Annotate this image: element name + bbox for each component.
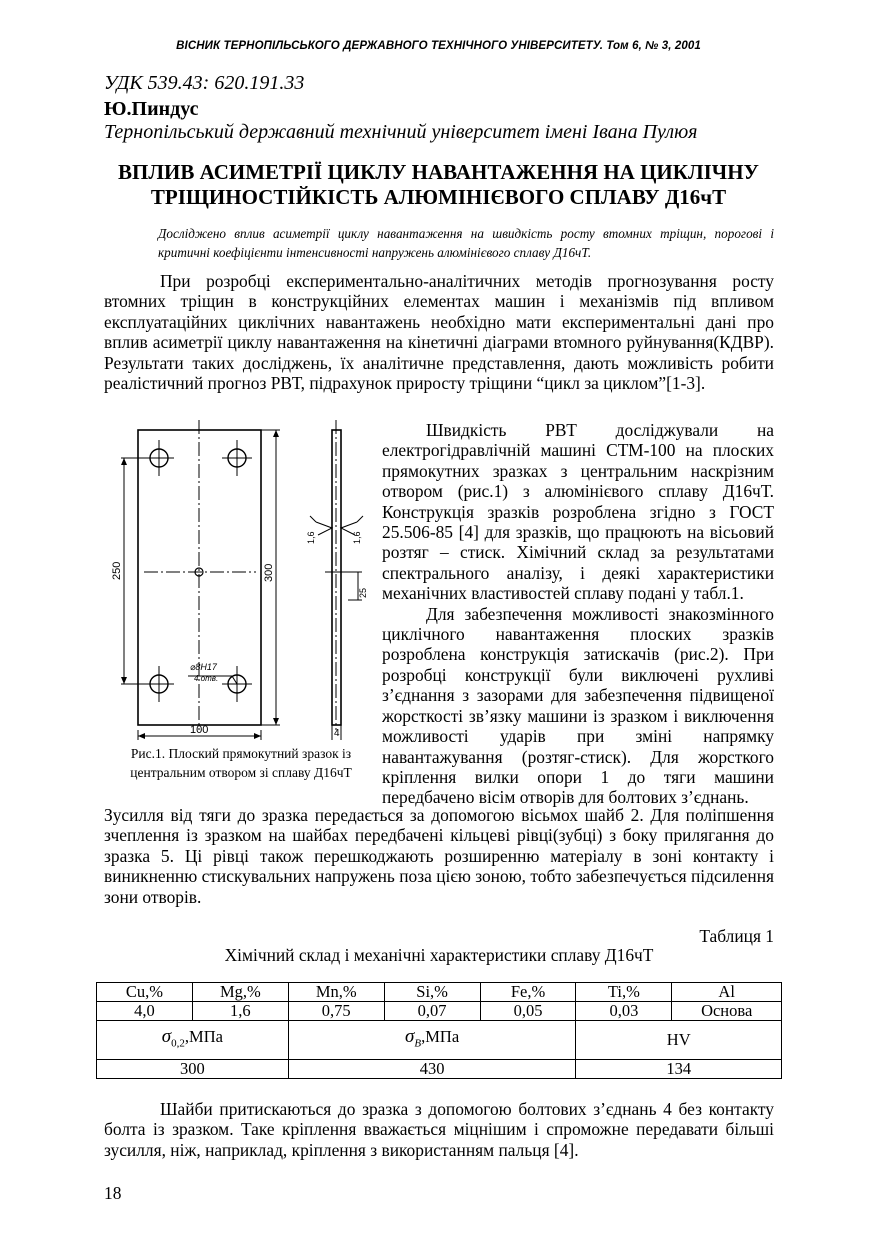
table-label: Таблиця 1 bbox=[699, 926, 774, 946]
cell-mn-header: Mn,% bbox=[288, 983, 384, 1002]
table-1 bbox=[96, 982, 782, 1079]
cell-ti-header: Ti,% bbox=[576, 983, 672, 1002]
cell-yield-header: $\sigma_{0,2},МПа$ bbox=[97, 1021, 289, 1060]
paragraph-grips: Для забезпечення можливості знакозмінного циклічного навантаження плоских зразків розроблена конструкція затискачів (рис.2). При розробці конструкції були виключені рухливі з’єднання з зазорами для забезпечення підвищеної жорсткості зв’язку машини із зразком і виключення можливості ударів при зміні напрямку навантажування (розтяг-стиск). Для жорсткого кріплення вилки опори 1 до тяги машини передбачено вісім отворів для болтових з’єднань. bbox=[382, 603, 774, 808]
figure-1-drawing bbox=[104, 418, 374, 743]
cell-yield-value: 300 bbox=[97, 1060, 289, 1079]
dim-100: 100 bbox=[190, 724, 209, 736]
paragraph-grips-continued: Зусилля від тяги до зразка передається за допомогою вісьмох шайб 2. Для поліпшення зчеплення із зразком на шайбах передбачені кільцеві рівці(зубці) з боку прилягання до зразка 5. Ці рівці також перешкоджають розширенню матеріалу в зоні контакту і виникненню стискувальних напружень поза цією зоною, тобто забезпечується підсилення зони отворів. bbox=[104, 805, 774, 907]
hole-count: 4 отв. bbox=[194, 674, 219, 683]
cell-strength-value: 430 bbox=[288, 1060, 576, 1079]
hole-spec: ⌀8Н17 bbox=[190, 662, 217, 672]
cell-fe-header: Fe,% bbox=[480, 983, 576, 1002]
paragraph-intro: При розробці експериментально-аналітичних методів прогнозування росту втомних тріщин в конструкційних елементах машин і механізмів під впливом експлуатаційних циклічних навантажень необхідно мати експериментальні дані про вплив асиметрії циклу навантаження на кінетичні діаграми втомного руйнування(КДВР). Результати таких досліджень, їх аналітичне представлення, дають можливість робити реалістичний прогноз РВТ, підрахунок приросту тріщини “цикл за циклом”[1-3]. bbox=[104, 271, 774, 394]
table-row-chem-values bbox=[97, 1002, 782, 1021]
roughness-right: 1,6 bbox=[352, 531, 362, 544]
dim-25: 25 bbox=[358, 587, 368, 598]
cell-al-header: Al bbox=[672, 983, 782, 1002]
roughness-left: 1,6 bbox=[306, 531, 316, 544]
paper-title: ВПЛИВ АСИМЕТРІЇ ЦИКЛУ НАВАНТАЖЕННЯ НА ЦИКЛІЧНУ ТРІЩИНОСТІЙКІСТЬ АЛЮМІНІЄВОГО СПЛАВУ Д16чТ bbox=[118, 160, 759, 209]
cell-ti-value: 0,03 bbox=[576, 1002, 672, 1021]
table-row-chem-headers bbox=[97, 983, 782, 1002]
udk-code: УДК 539.43: 620.191.33 bbox=[104, 72, 305, 94]
cell-al-value: Основа bbox=[672, 1002, 782, 1021]
paragraph-washers: Шайби притискаються до зразка з допомогою болтових з’єднань 4 без контакту болта із зразком. Таке кріплення вважається міцнішим і спроможне передавати більші зусилля, ніж, наприклад, кріплення з використанням пальця [4]. bbox=[104, 1099, 774, 1160]
cell-mg-value: 1,6 bbox=[192, 1002, 288, 1021]
journal-header: ВІСНИК ТЕРНОПІЛЬСЬКОГО ДЕРЖАВНОГО ТЕХНІЧНОГО УНІВЕРСИТЕТУ. Том 6, № 3, 2001 bbox=[176, 40, 701, 52]
abstract: Досліджено вплив асиметрії циклу навантаження на швидкість росту втомних тріщин, порогові і критичні коефіцієнти інтенсивності напружень алюмінієвого сплаву Д16чТ. bbox=[158, 226, 774, 260]
cell-mg-header: Mg,% bbox=[192, 983, 288, 1002]
table-row-mech-headers bbox=[97, 1021, 782, 1060]
page-number: 18 bbox=[104, 1183, 122, 1203]
cell-hv-value: 134 bbox=[576, 1060, 782, 1079]
author-name: Ю.Пиндус bbox=[104, 98, 199, 120]
cell-cu-value: 4,0 bbox=[97, 1002, 193, 1021]
affiliation: Тернопільський державний технічний університет імені Івана Пулюя bbox=[104, 121, 698, 143]
cell-strength-header: $\sigma_B,МПа$ bbox=[288, 1021, 576, 1060]
cell-si-value: 0,07 bbox=[384, 1002, 480, 1021]
cell-hv-header: HV bbox=[576, 1021, 782, 1060]
cell-cu-header: Cu,% bbox=[97, 983, 193, 1002]
dim-300: 300 bbox=[263, 563, 275, 582]
table-row-mech-values bbox=[97, 1060, 782, 1079]
right-column-text bbox=[382, 420, 774, 808]
figure-1-caption: Рис.1. Плоский прямокутний зразок із центральним отвором зі сплаву Д16чТ bbox=[130, 746, 352, 780]
cell-fe-value: 0,05 bbox=[480, 1002, 576, 1021]
table-title: Хімічний склад і механічні характеристики сплаву Д16чТ bbox=[224, 945, 654, 965]
paragraph-test-setup: Швидкість РВТ досліджували на електрогідравлічній машині СТМ-100 на плоских прямокутних зразках з центральним наскрізним отвором (рис.1) з алюмінієвого сплаву Д16чТ. Конструкція зразків розроблена згідно з ГОСТ 25.506-85 [4] для зразків, що працюють на вісьовий розтяг – стиск. Хімічний склад за результатами спектрального аналізу, і деякі характеристики механічних властивостей сплаву подані у табл.1. bbox=[382, 420, 774, 604]
dim-250: 250 bbox=[111, 561, 123, 580]
cell-mn-value: 0,75 bbox=[288, 1002, 384, 1021]
dim-4: 4 bbox=[334, 728, 340, 739]
cell-si-header: Si,% bbox=[384, 983, 480, 1002]
